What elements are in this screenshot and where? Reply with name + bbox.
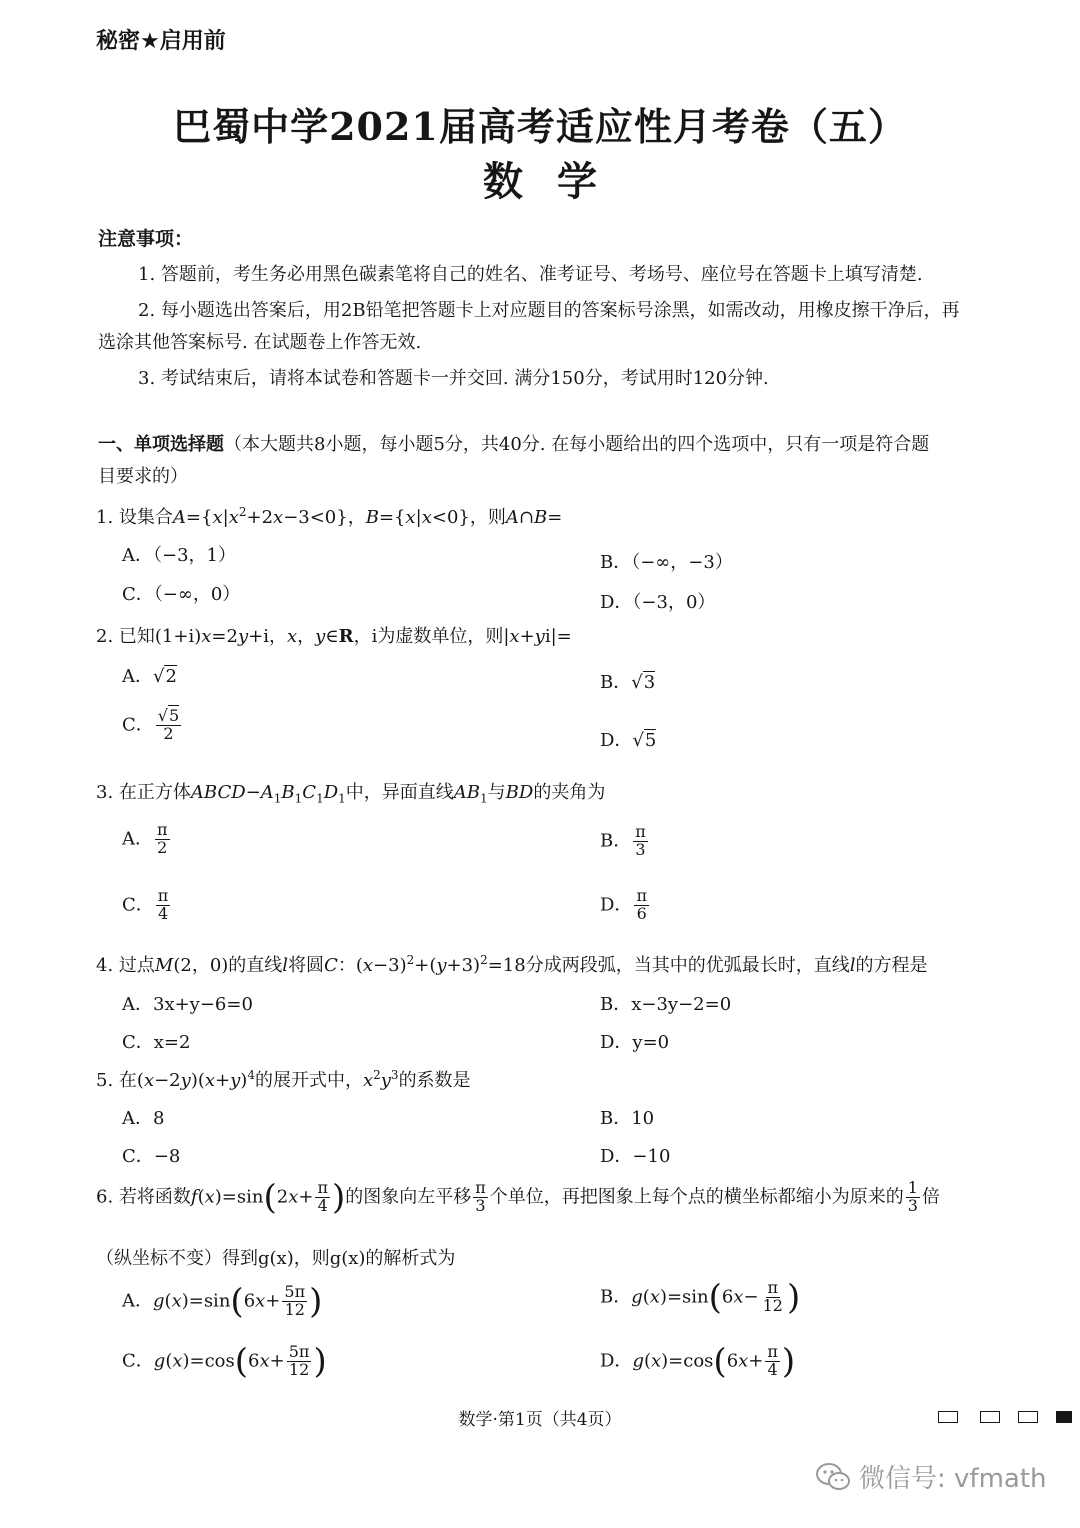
question-4-option-d: D．y=0	[600, 1032, 670, 1053]
question-1-option-c: C．（−∞，0）	[122, 584, 241, 605]
section-desc: （本大题共8小题，每小题5分，共40分. 在每小题给出的四个选项中，只有一项是符合题	[224, 434, 930, 455]
page-marker-box-filled	[1056, 1411, 1072, 1423]
question-5-option-c: C．−8	[122, 1146, 181, 1167]
notice-heading: 注意事项：	[98, 228, 194, 250]
question-2-option-b: B．√3	[600, 672, 656, 693]
question-4-option-c: C．x=2	[122, 1032, 191, 1053]
notice-item-2: 2. 每小题选出答案后，用2B铅笔把答题卡上对应题目的答案标号涂黑，如需改动，用橡皮擦干净后，再	[138, 300, 960, 321]
watermark-text: 微信号: vfmath	[859, 1464, 1047, 1494]
question-2-option-c: C． $\frac{√5}{2}$	[122, 706, 180, 743]
question-5-stem: 5. 在$(x-2y)(x+y)^4$的展开式中，$x^2y^3$的系数是	[96, 1068, 471, 1091]
question-3-option-d: D． $\frac{\pi}{6}$	[600, 886, 647, 923]
section-heading	[98, 430, 929, 456]
question-3-option-a: A． $\frac{\pi}{2}$	[122, 820, 168, 857]
page-marker-box	[980, 1411, 1000, 1423]
question-4-stem: 4. 过点M(2，0)的直线l将圆C：$(x-3)^2+(y+3)^2=18$分成两段弧，当其中的优弧最长时，直线l的方程是	[96, 953, 928, 976]
question-4-option-a: A．3x+y−6=0	[122, 994, 253, 1015]
question-6-option-a: A．g(x)=sin(6x+ $\frac{5\pi}{12}$ )	[122, 1281, 323, 1322]
question-2-option-a: A．√2	[122, 666, 177, 687]
notice-item-1: 1. 答题前，考生务必用黑色碳素笔将自己的姓名、准考证号、考场号、座位号在答题卡上填写清楚.	[138, 264, 923, 285]
question-4-option-b: B．x−3y−2=0	[600, 994, 732, 1015]
question-6-stem: 6. 若将函数f(x)=sin(2x+ $\frac{\pi}{4}$ )的图象向左平移 $\frac{\pi}{3}$ 个单位，再把图象上每个点的横坐标都缩小为原来的 $\frac{1}{3}$ 倍	[96, 1177, 940, 1218]
question-1-option-a: A．（−3，1）	[122, 545, 236, 566]
question-5-option-b: B．10	[600, 1108, 655, 1129]
question-6-option-d: D．g(x)=cos(6x+ $\frac{\pi}{4}$ )	[600, 1341, 796, 1382]
page-marker-box	[938, 1411, 958, 1423]
section-title: 一、单项选择题	[98, 434, 224, 455]
question-5-option-d: D．−10	[600, 1146, 671, 1167]
question-6-stem-cont: （纵坐标不变）得到g(x)，则g(x)的解析式为	[96, 1248, 456, 1269]
question-6-option-b: B．g(x)=sin(6x− $\frac{\pi}{12}$ )	[600, 1277, 801, 1318]
section-desc-cont: 目要求的）	[98, 466, 188, 487]
notice-item-2-cont: 选涂其他答案标号. 在试题卷上作答无效.	[98, 332, 422, 353]
question-6-option-c: C．g(x)=cos(6x+ $\frac{5\pi}{12}$ )	[122, 1341, 327, 1382]
page-footer: 数学·第1页（共4页）	[458, 1410, 622, 1430]
question-3-option-b: B． $\frac{\pi}{3}$	[600, 822, 646, 859]
secret-label: 秘密★启用前	[96, 29, 226, 54]
page-marker-box	[1018, 1411, 1038, 1423]
question-1-stem: 1. 设集合$A=\{x|x^2+2x-3<0\}$，B={x|x<0}，则A∩B=	[96, 505, 563, 528]
exam-title: 巴蜀中学2021届高考适应性月考卷（五）	[173, 104, 907, 149]
watermark	[815, 1458, 1047, 1495]
question-3-stem: 3. 在正方体$ABCD-A_1B_1C_1D_1$中，异面直线$AB_1$与BD的夹角为	[96, 782, 606, 806]
question-2-option-d: D．√5	[600, 730, 657, 751]
wechat-icon	[815, 1462, 851, 1492]
question-1-option-d: D．（−3，0）	[600, 592, 716, 613]
notice-item-3: 3. 考试结束后，请将本试卷和答题卡一并交回. 满分150分，考试用时120分钟.	[138, 368, 769, 389]
question-2-stem: 2. 已知(1+i)x=2y+i，x，y∈R，i为虚数单位，则|x+yi|=	[96, 626, 572, 647]
question-3-option-c: C． $\frac{\pi}{4}$	[122, 886, 169, 923]
question-5-option-a: A．8	[122, 1108, 165, 1129]
question-1-option-b: B．（−∞，−3）	[600, 552, 733, 573]
subject-title: 数学	[483, 158, 631, 205]
